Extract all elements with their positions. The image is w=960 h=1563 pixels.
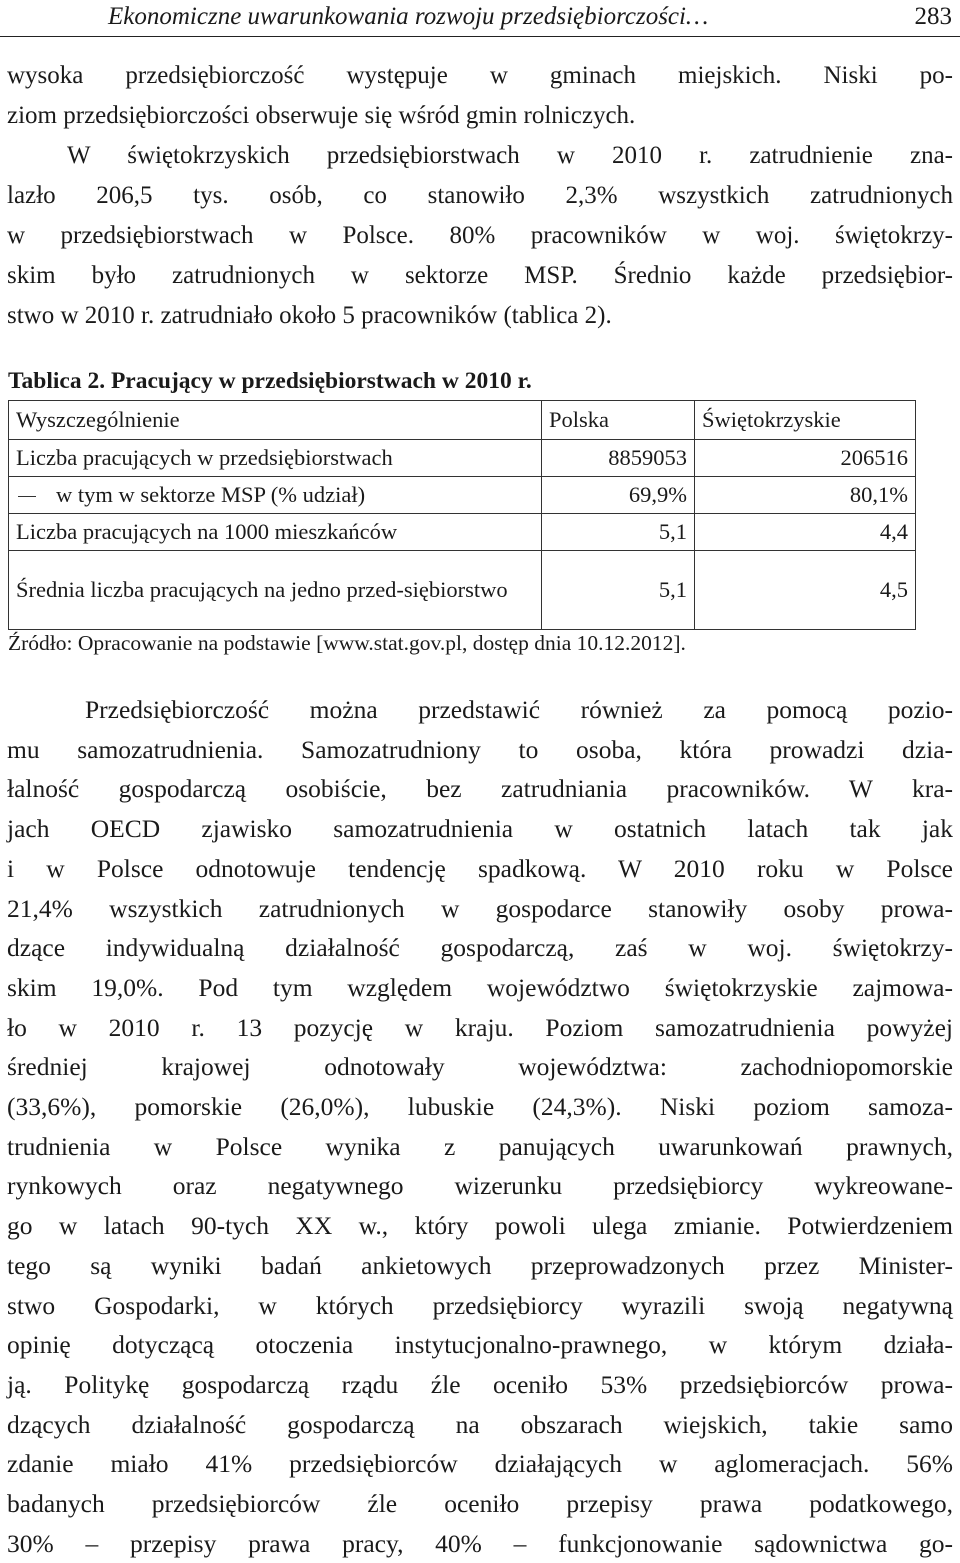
value-cell: 69,9% xyxy=(542,477,695,514)
text-line: mu samozatrudnienia. Samozatrudniony to osoba, która prowadzi dzia- xyxy=(7,734,953,764)
header-cell: Świętokrzyskie xyxy=(695,401,916,440)
value-cell: 206516 xyxy=(695,440,916,477)
table-source-note: Źródło: Opracowanie na podstawie [www.stat.gov.pl, dostęp dnia 10.12.2012]. xyxy=(8,631,686,655)
row-label: Liczba pracujących na 1000 mieszkańców xyxy=(9,514,542,551)
text-line: średniej krajowej odnotowały województwa: zachodniopomorskie xyxy=(7,1052,953,1082)
table-row xyxy=(9,440,916,477)
text-line: W świętokrzyskich przedsiębiorstwach w 2010 r. zatrudnienie zna- xyxy=(67,142,953,169)
text-line: zdanie miało 41% przedsiębiorców działających w aglomeracjach. 56% xyxy=(7,1449,953,1479)
text-line: opinię dotyczącą otoczenia instytucjonalno-prawnego, w którym działa- xyxy=(7,1330,953,1360)
header-cell: Wyszczególnienie xyxy=(9,401,542,440)
text-line: skim 19,0%. Pod tym względem województwo świętokrzyskie zajmowa- xyxy=(7,972,953,1002)
row-label: Liczba pracujących w przedsiębiorstwach xyxy=(9,440,542,477)
text-line: ją. Politykę gospodarczą rządu źle oceniło 53% przedsiębiorców prowa- xyxy=(7,1369,953,1399)
text-line: w przedsiębiorstwach w Polsce. 80% pracowników w woj. świętokrzy- xyxy=(7,222,953,249)
text-line: stwo Gospodarki, w których przedsiębiorcy wyrazili swoją negatywną xyxy=(7,1290,953,1320)
text-line: dzących działalność gospodarczą na obszarach wiejskich, takie samo xyxy=(7,1409,953,1439)
text-line: go w latach 90-tych XX w., który powoli ulega zmianie. Potwierdzeniem xyxy=(7,1211,953,1241)
text-line: i w Polsce odnotowuje tendencję spadkową. W 2010 roku w Polsce xyxy=(7,853,953,883)
intro-paragraph xyxy=(7,56,953,336)
text-line: trudnienia w Polsce wynika z panujących uwarunkowań prawnych, xyxy=(7,1131,953,1161)
row-label: w tym w sektorze MSP (% udział) xyxy=(56,482,366,507)
text-line: jach OECD zjawisko samozatrudnienia w ostatnich latach tak jak xyxy=(7,814,953,844)
text-line: 30% – przepisy prawa pracy, 40% – funkcjonowanie sądownictwa go- xyxy=(7,1528,953,1558)
page-number: 283 xyxy=(914,3,952,30)
text-line: skim było zatrudnionych w sektorze MSP. Średnio każde przedsiębior- xyxy=(7,262,953,289)
table-row xyxy=(9,477,916,514)
text-line: (33,6%), pomorskie (26,0%), lubuskie (24,3%). Niski poziom samoza- xyxy=(7,1092,953,1122)
value-cell: 4,4 xyxy=(695,514,916,551)
row-label-cell xyxy=(9,477,542,514)
text-line: wysoka przedsiębiorczość występuje w gminach miejskich. Niski po- xyxy=(7,62,953,89)
table-header-row xyxy=(9,401,916,440)
table-row xyxy=(9,514,916,551)
text-line: Przedsiębiorczość można przedstawić również za pomocą pozio- xyxy=(85,695,953,724)
value-cell: 5,1 xyxy=(542,514,695,551)
text-line: tego są wyniki badań ankietowych przeprowadzonych przez Minister- xyxy=(7,1250,953,1280)
table-caption: Tablica 2. Pracujący w przedsiębiorstwach w 2010 r. xyxy=(8,368,532,394)
text-line: dzące indywidualną działalność gospodarczą, zaś w woj. świętokrzy- xyxy=(7,933,953,963)
text-line: lazło 206,5 tys. osób, co stanowiło 2,3% wszystkich zatrudnionych xyxy=(7,182,953,209)
employment-table xyxy=(8,400,916,630)
running-header xyxy=(0,0,960,37)
text-line: stwo w 2010 r. zatrudniało około 5 pracowników (tablica 2). xyxy=(7,302,612,329)
table-row xyxy=(9,551,916,630)
header-cell: Polska xyxy=(542,401,695,440)
running-title: Ekonomiczne uwarunkowania rozwoju przedsiębiorczości… xyxy=(108,3,709,30)
text-line: badanych przedsiębiorców źle oceniło przepisy prawa podatkowego, xyxy=(7,1489,953,1519)
dash-mark xyxy=(18,496,36,497)
text-line: rynkowych oraz negatywnego wizerunku przedsiębiorcy wykreowane- xyxy=(7,1171,953,1201)
value-cell: 5,1 xyxy=(542,551,695,630)
text-line: ło w 2010 r. 13 pozycję w kraju. Poziom samozatrudnienia powyżej xyxy=(7,1012,953,1042)
value-cell: 80,1% xyxy=(695,477,916,514)
value-cell: 8859053 xyxy=(542,440,695,477)
text-line: łalność gospodarczą osobiście, bez zatrudniania pracowników. W kra- xyxy=(7,774,953,804)
value-cell: 4,5 xyxy=(695,551,916,630)
text-line: 21,4% wszystkich zatrudnionych w gospodarce stanowiły osoby prowa- xyxy=(7,893,953,923)
main-paragraph xyxy=(7,690,953,1563)
text-line: ziom przedsiębiorczości obserwuje się wśród gmin rolniczych. xyxy=(7,102,636,129)
row-label: Średnia liczba pracujących na jedno przed-siębiorstwo xyxy=(9,551,542,630)
